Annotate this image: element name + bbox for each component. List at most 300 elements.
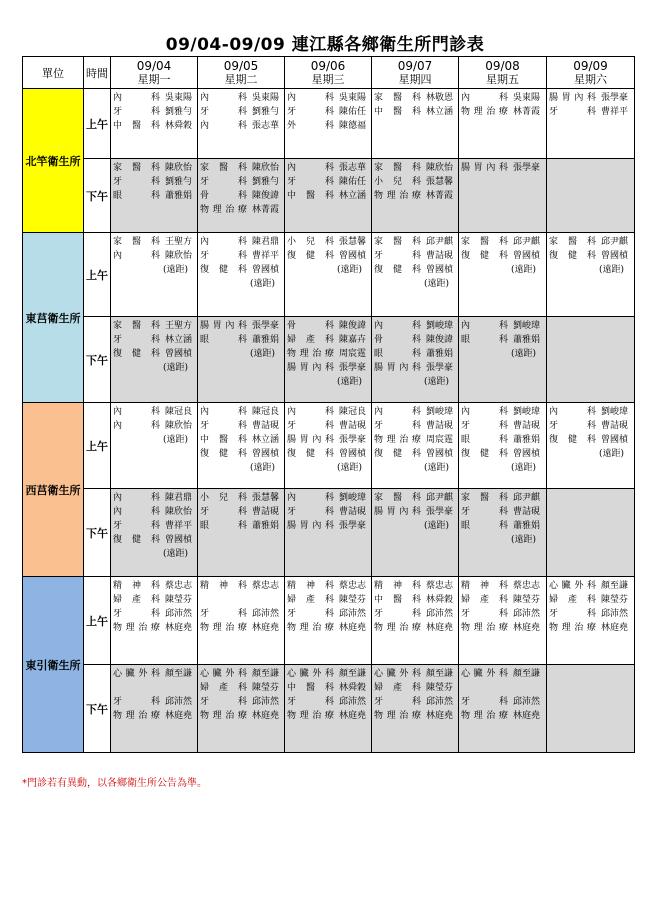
department-label: 牙科 [200,107,247,117]
doctor-entry [113,105,197,119]
schedule-cell [372,489,459,577]
department-label: 內科 [461,321,508,331]
schedule-cell [459,489,547,577]
department-label: 復健科 [549,435,596,445]
department-label: 婦產科 [549,595,596,605]
department-label: 小兒科 [200,493,247,503]
doctor-entry [200,105,284,119]
day-date: 09/04 [136,58,172,73]
department-label: 復健科 [200,265,247,275]
doctor-name: 張學豪 [426,363,454,373]
doctor-entry [287,263,371,277]
doctor-name: 林舜穀 [165,121,193,131]
remote-note: (遠距) [511,349,537,359]
department-label: 婦產科 [287,335,334,345]
doctor-name: 林立涵 [339,191,367,201]
schedule-row [23,159,635,233]
doctor-name: 陳欣怡 [426,163,454,173]
doctor-entry [200,621,284,635]
doctor-name: 蕭雅娟 [252,521,280,531]
period-label: 下午 [84,317,111,403]
doctor-name: 顏至謙 [601,581,629,591]
doctor-entry [200,203,284,217]
doctor-name: 曾國楨 [601,251,629,261]
doctor-name: 蕭雅娟 [426,349,454,359]
schedule-cell [198,665,285,753]
doctor-entry [461,533,546,547]
schedule-cell [111,233,198,317]
schedule-cell [285,317,372,403]
doctor-name: 邱沛然 [513,697,541,707]
remote-note: (遠距) [599,265,625,275]
doctor-entry [374,249,458,263]
department-label: 物理治療 [374,435,421,445]
doctor-name: 林舜穀 [339,683,367,693]
remote-note: (遠距) [163,549,189,559]
doctor-name: 林立涵 [165,335,193,345]
department-label: 骨科 [200,191,247,201]
department-label: 內科 [287,493,334,503]
department-label: 精神科 [461,581,508,591]
day-date: 09/09 [573,58,608,73]
doctor-entry [461,695,546,709]
day-weekday: 星期五 [486,72,519,86]
schedule-cell [372,665,459,753]
doctor-name: 蔡忠志 [426,581,454,591]
doctor-entry [549,447,634,461]
doctor-name: 陳佑任 [339,107,367,117]
schedule-cell [547,233,635,317]
doctor-name: 劉雅勻 [252,177,280,187]
doctor-name: 陳冠良 [339,407,367,417]
department-label: 家醫科 [113,321,160,331]
department-label: 家醫科 [461,237,508,247]
schedule-cell [111,577,198,665]
department-label: 內科 [287,93,334,103]
department-label: 眼科 [200,335,247,345]
schedule-cell [111,89,198,159]
doctor-name: 顏至謙 [339,669,367,679]
department-label: 牙科 [461,609,508,619]
doctor-name: 曾國楨 [339,449,367,459]
doctor-entry [200,91,284,105]
doctor-entry [549,105,634,119]
doctor-entry [200,447,284,461]
doctor-entry [287,607,371,621]
department-label: 物理治療 [374,711,421,721]
day-weekday: 星期四 [398,72,432,86]
department-label: 復健科 [287,251,334,261]
doctor-entry [113,91,197,105]
department-label: 腸胃內科 [374,507,421,517]
doctor-entry [113,433,197,447]
remote-note: (遠距) [163,363,189,373]
doctor-name: 陳瑩芬 [339,595,367,605]
doctor-entry [287,419,371,433]
doctor-name: 顏至謙 [426,669,454,679]
department-label: 復健科 [461,449,508,459]
department-label: 復健科 [113,349,160,359]
department-label: 心臟外科 [113,669,160,679]
remote-note: (遠距) [511,463,537,473]
doctor-entry [113,263,197,277]
doctor-name: 邱沛然 [252,609,280,619]
department-label: 物理治療 [287,623,334,633]
doctor-name: 陳德福 [339,121,367,131]
department-label: 牙科 [113,335,160,345]
doctor-entry [287,249,371,263]
day-weekday: 星期二 [224,72,258,86]
remote-note: (遠距) [337,377,363,387]
department-label: 中醫科 [287,683,334,693]
department-label: 牙科 [200,421,247,431]
doctor-entry [374,347,458,361]
department-label: 復健科 [200,449,247,459]
department-label: 內科 [113,493,160,503]
doctor-name: 林敬恩 [426,93,454,103]
department-label: 內科 [287,407,334,417]
department-label: 物理治療 [287,711,334,721]
doctor-entry [287,175,371,189]
doctor-name: 劉峻瑋 [513,407,541,417]
period-label: 下午 [84,489,111,577]
department-label: 牙科 [287,421,334,431]
doctor-name: 林舜穀 [426,595,454,605]
doctor-entry [374,519,458,533]
doctor-name: 王聖方 [165,237,193,247]
doctor-entry [461,505,546,519]
department-label: 家醫科 [549,237,596,247]
schedule-cell [285,489,372,577]
schedule-cell [372,403,459,489]
department-label: 內科 [113,93,160,103]
doctor-name: 林庭堯 [165,711,193,721]
doctor-entry [374,491,458,505]
doctor-entry [113,361,197,375]
schedule-cell [285,665,372,753]
department-label: 牙科 [113,609,160,619]
doctor-entry [200,681,284,695]
department-label: 內科 [200,121,247,131]
doctor-entry [200,419,284,433]
day-date: 09/08 [485,58,520,73]
department-label: 牙科 [200,507,247,517]
doctor-entry [287,361,371,375]
department-label: 眼科 [113,191,160,201]
doctor-name: 陳欣怡 [165,421,193,431]
doctor-name: 張學豪 [426,507,454,517]
doctor-entry [200,189,284,203]
doctor-name: 曾國楨 [252,449,280,459]
department-label: 腸胃內科 [287,521,334,531]
department-label: 心臟外科 [549,581,596,591]
doctor-name: 曹詰硯 [252,421,280,431]
doctor-name: 張學豪 [513,163,541,173]
doctor-entry [113,709,197,723]
department-label: 復健科 [461,251,508,261]
department-label: 牙科 [113,177,160,187]
department-label: 腸胃內科 [287,435,334,445]
doctor-name: 邱尹麒 [601,237,629,247]
doctor-name: 邱沛然 [513,609,541,619]
day-header [459,57,547,89]
department-label: 家醫科 [374,163,421,173]
department-label: 物理治療 [287,349,334,359]
doctor-name: 劉峻瑋 [426,407,454,417]
department-label: 家醫科 [374,93,421,103]
schedule-cell [198,233,285,317]
doctor-entry [287,235,371,249]
clinic-name: 東莒衛生所 [23,233,84,403]
department-label: 家醫科 [374,493,421,503]
doctor-entry [200,263,284,277]
doctor-entry [461,621,546,635]
clinic-schedule-table [22,56,635,753]
doctor-entry [461,681,546,695]
doctor-name: 曹詰硯 [252,507,280,517]
department-label: 內科 [113,407,160,417]
department-label: 婦產科 [200,683,247,693]
doctor-entry [200,175,284,189]
doctor-name: 劉峻瑋 [426,321,454,331]
doctor-name: 劉峻瑋 [513,321,541,331]
schedule-row [23,403,635,489]
doctor-entry [374,667,458,681]
remote-note: (遠距) [250,463,276,473]
doctor-entry [549,579,634,593]
doctor-name: 曾國楨 [513,251,541,261]
doctor-name: 曹詰硯 [426,251,454,261]
doctor-name: 曹詰硯 [513,421,541,431]
doctor-entry [461,419,546,433]
doctor-name: 陳冠良 [252,407,280,417]
doctor-name: 邱尹麒 [513,237,541,247]
department-label: 牙科 [549,107,596,117]
doctor-name: 曾國楨 [165,535,193,545]
schedule-cell [198,89,285,159]
doctor-name: 陳欣怡 [252,163,280,173]
remote-note: (遠距) [424,463,450,473]
department-label: 內科 [200,237,247,247]
doctor-entry [374,593,458,607]
doctor-entry [461,235,546,249]
department-label: 心臟外科 [461,669,508,679]
doctor-name: 劉峻瑋 [601,407,629,417]
doctor-name: 林菁霞 [426,191,454,201]
doctor-name: 陳瑩芬 [252,683,280,693]
department-label: 牙科 [461,421,508,431]
department-label: 物理治療 [461,623,508,633]
doctor-entry [287,593,371,607]
remote-note: (遠距) [337,265,363,275]
schedule-cell [198,489,285,577]
department-label: 心臟外科 [200,669,247,679]
department-label: 外科 [287,121,334,131]
doctor-entry [200,461,284,475]
doctor-entry [461,347,546,361]
doctor-entry [374,263,458,277]
day-weekday: 星期三 [311,72,345,86]
schedule-cell [111,403,198,489]
doctor-entry [461,491,546,505]
doctor-name: 王聖方 [165,321,193,331]
doctor-entry [200,347,284,361]
department-label: 精神科 [113,581,160,591]
doctor-name: 張慧馨 [426,177,454,187]
schedule-cell [372,317,459,403]
doctor-entry [461,461,546,475]
department-label: 婦產科 [374,683,421,693]
department-label: 婦產科 [113,595,160,605]
department-label: 腸胃內科 [461,163,508,173]
day-date: 09/05 [223,58,259,73]
doctor-name: 林庭堯 [513,711,541,721]
doctor-entry [374,105,458,119]
doctor-entry [374,277,458,291]
department-label: 物理治療 [549,623,596,633]
department-label: 復健科 [374,265,421,275]
schedule-row [23,233,635,317]
doctor-name: 顏至謙 [252,669,280,679]
schedule-cell [198,577,285,665]
doctor-name: 顏至謙 [165,669,193,679]
department-label: 眼科 [461,521,508,531]
schedule-cell [372,577,459,665]
remote-note: (遠距) [424,377,450,387]
doctor-entry [287,119,371,133]
doctor-entry [461,263,546,277]
schedule-cell [459,159,547,233]
clinic-name: 北竿衛生所 [23,89,84,233]
doctor-entry [461,105,546,119]
doctor-entry [287,491,371,505]
schedule-cell [547,159,635,233]
schedule-cell [111,665,198,753]
doctor-name: 邱沛然 [426,609,454,619]
department-label: 內科 [113,507,160,517]
doctor-name: 曹祥平 [601,107,629,117]
department-label: 內科 [113,251,160,261]
department-label: 復健科 [374,449,421,459]
doctor-entry [287,461,371,475]
doctor-name: 曹祥平 [252,251,280,261]
doctor-name: 吳東陽 [252,93,280,103]
department-label: 牙科 [549,609,596,619]
remote-note: (遠距) [511,265,537,275]
doctor-name: 蕭雅娟 [513,435,541,445]
department-label: 心臟外科 [374,669,421,679]
department-label: 牙科 [287,177,334,187]
department-label: 中醫科 [374,595,421,605]
doctor-entry [374,579,458,593]
header-row [23,57,635,89]
day-weekday: 星期六 [574,72,607,86]
doctor-entry [200,319,284,333]
remote-note: (遠距) [599,449,625,459]
department-label: 牙科 [287,697,334,707]
doctor-entry [113,667,197,681]
schedule-cell [547,577,635,665]
doctor-entry [113,347,197,361]
doctor-name: 曹詰硯 [601,421,629,431]
department-label: 牙科 [200,177,247,187]
doctor-entry [113,249,197,263]
doctor-entry [549,249,634,263]
doctor-entry [113,695,197,709]
doctor-entry [461,91,546,105]
doctor-entry [374,319,458,333]
department-label: 內科 [374,321,421,331]
department-label: 眼科 [461,435,508,445]
department-label: 物理治療 [461,711,508,721]
doctor-name: 陳俊諱 [339,321,367,331]
doctor-entry [549,405,634,419]
doctor-name: 邱沛然 [601,609,629,619]
doctor-entry [200,433,284,447]
department-label: 中醫科 [113,121,160,131]
doctor-entry [113,333,197,347]
doctor-entry [287,709,371,723]
doctor-entry [287,189,371,203]
department-label: 內科 [461,407,508,417]
period-label: 下午 [84,159,111,233]
doctor-entry [461,667,546,681]
doctor-entry [374,461,458,475]
doctor-name: 曹詰硯 [339,507,367,517]
department-label: 牙科 [200,609,247,619]
department-label: 精神科 [374,581,421,591]
doctor-name: 曹詰硯 [513,507,541,517]
footnote: *門診若有異動，以各鄉衛生所公告為準。 [22,778,207,789]
doctor-entry [461,709,546,723]
doctor-entry [200,593,284,607]
department-label: 物理治療 [200,711,247,721]
doctor-entry [200,695,284,709]
schedule-row [23,317,635,403]
department-label: 心臟外科 [287,669,334,679]
department-label: 腸胃內科 [200,321,247,331]
doctor-name: 林庭堯 [426,623,454,633]
department-label: 牙科 [374,609,421,619]
doctor-name: 陳欣怡 [165,251,193,261]
schedule-cell [285,89,372,159]
department-label: 內科 [374,407,421,417]
doctor-name: 蔡忠志 [513,581,541,591]
clinic-name: 東引衛生所 [23,577,84,753]
doctor-entry [200,161,284,175]
department-label: 骨科 [374,335,421,345]
page-title: 09/04-09/09 連江縣各鄉衛生所門診表 [165,35,485,55]
remote-note: (遠距) [163,265,189,275]
doctor-entry [113,681,197,695]
doctor-entry [461,319,546,333]
day-date: 09/06 [310,58,346,73]
doctor-name: 蕭雅娟 [513,521,541,531]
doctor-entry [374,91,458,105]
schedule-cell [111,489,198,577]
doctor-entry [374,695,458,709]
doctor-entry [374,361,458,375]
schedule-cell [285,159,372,233]
remote-note: (遠距) [163,435,189,445]
doctor-entry [287,447,371,461]
department-label: 內科 [287,163,334,173]
department-label: 骨科 [287,321,334,331]
department-label: 內科 [200,93,247,103]
doctor-entry [200,119,284,133]
doctor-entry [113,607,197,621]
schedule-cell [547,403,635,489]
